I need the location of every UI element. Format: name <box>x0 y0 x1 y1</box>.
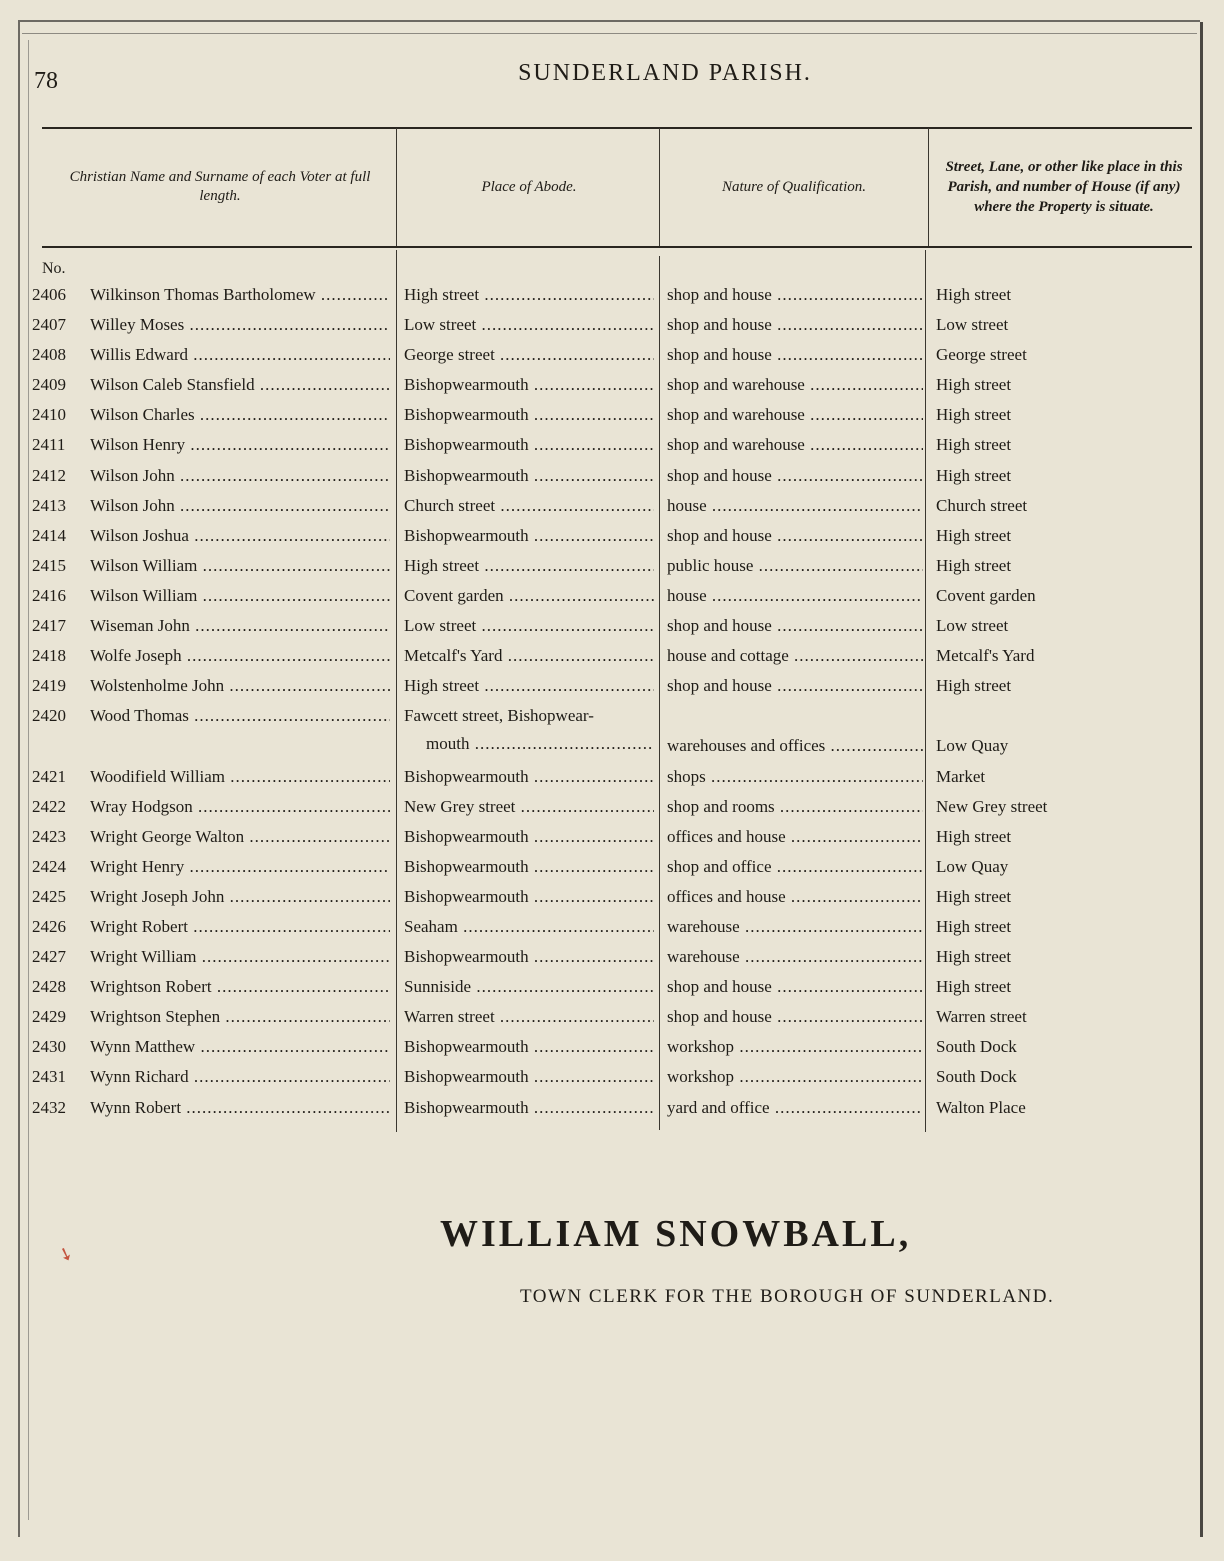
voter-name: Wilson John ..... <box>90 466 390 486</box>
place-of-abode: Bishopwearmouth ..... <box>404 767 654 787</box>
table-row <box>0 400 1224 430</box>
table-row <box>0 1002 1224 1032</box>
voter-number: 2411 <box>32 435 66 455</box>
property-street: High street <box>936 525 1012 545</box>
property-street: George street <box>936 345 1027 365</box>
signature-name: WILLIAM SNOWBALL, <box>440 1213 912 1255</box>
voter-name: Wilson William ..... <box>90 556 390 576</box>
voter-number: 2409 <box>32 375 66 395</box>
property-street: High street <box>936 435 1012 455</box>
voter-name: Wood Thomas ..... <box>90 706 390 726</box>
table-row <box>0 491 1224 521</box>
qualification: shop and warehouse ..... <box>667 435 923 455</box>
place-of-abode: High street ..... <box>404 676 654 696</box>
voter-name: Wright Robert ..... <box>90 917 390 937</box>
voter-name: Wilson Joshua ..... <box>90 526 390 546</box>
place-of-abode: Bishopwearmouth ..... <box>404 1067 654 1087</box>
voter-number: 2420 <box>32 706 66 726</box>
place-of-abode: Bishopwearmouth ..... <box>404 1037 654 1057</box>
number-column-label: No. <box>42 260 66 277</box>
header-divider <box>396 128 397 246</box>
qualification: shop and office ..... <box>667 857 923 877</box>
voter-name: Wilson Caleb Stansfield ..... <box>90 375 390 395</box>
property-street: South Dock <box>936 1067 1017 1087</box>
voter-number: 2415 <box>32 555 66 575</box>
property-street: Low street <box>936 315 1009 335</box>
property-street: Market <box>936 766 986 786</box>
header-divider <box>928 128 929 246</box>
property-street: Metcalf's Yard <box>936 646 1035 666</box>
qualification: house ..... <box>667 586 923 606</box>
voter-number: 2431 <box>32 1067 66 1087</box>
table-row <box>0 430 1224 460</box>
voter-number: 2429 <box>32 1007 66 1027</box>
place-of-abode: Metcalf's Yard ..... <box>404 646 654 666</box>
column-header-street: Street, Lane, or other like place in this Parish, and number of House (if any) where the Property is situate. <box>945 159 1183 215</box>
qualification: workshop ..... <box>667 1067 923 1087</box>
place-of-abode: High street ..... <box>404 556 654 576</box>
voter-name: Wilkinson Thomas Bartholomew ..... <box>90 285 390 305</box>
voter-name: Wolstenholme John ..... <box>90 676 390 696</box>
table-row <box>0 521 1224 551</box>
table-row <box>0 762 1224 792</box>
property-street: High street <box>936 916 1012 936</box>
place-of-abode: High street ..... <box>404 285 654 305</box>
place-of-abode: Bishopwearmouth ..... <box>404 1098 654 1118</box>
table-row <box>0 882 1224 912</box>
place-of-abode: Bishopwearmouth ..... <box>404 947 654 967</box>
table-row <box>0 942 1224 972</box>
qualification: shop and house ..... <box>667 315 923 335</box>
qualification: house ..... <box>667 496 923 516</box>
voter-number: 2406 <box>32 285 66 304</box>
place-of-abode: Low street ..... <box>404 616 654 636</box>
table-row <box>0 912 1224 942</box>
voter-number: 2416 <box>32 585 66 605</box>
voter-number: 2422 <box>32 796 66 816</box>
voter-number: 2427 <box>32 947 66 967</box>
place-of-abode: Bishopwearmouth ..... <box>404 827 654 847</box>
voter-name: Wolfe Joseph ..... <box>90 646 390 666</box>
qualification: shop and house ..... <box>667 345 923 365</box>
voter-name: Wright Joseph John ..... <box>90 887 390 907</box>
table-row <box>0 370 1224 400</box>
voter-name: Willis Edward ..... <box>90 345 390 365</box>
qualification: shop and house ..... <box>667 616 923 636</box>
place-of-abode: Seaham ..... <box>404 917 654 937</box>
place-of-abode: Warren street ..... <box>404 1007 654 1027</box>
place-of-abode: Bishopwearmouth ..... <box>404 405 654 425</box>
qualification: shop and house ..... <box>667 977 923 997</box>
voter-number: 2432 <box>32 1097 66 1117</box>
property-street: South Dock <box>936 1037 1017 1057</box>
signature-title: TOWN CLERK FOR THE BOROUGH OF SUNDERLAND. <box>520 1286 1055 1307</box>
qualification: shop and house ..... <box>667 466 923 486</box>
table-row <box>0 340 1224 370</box>
place-of-abode: New Grey street ..... <box>404 797 654 817</box>
property-street: Low Quay <box>936 736 1009 756</box>
qualification: warehouse ..... <box>667 917 923 937</box>
voter-name: Willey Moses ..... <box>90 315 390 335</box>
voter-name: Wynn Richard ..... <box>90 1067 390 1087</box>
voter-number: 2424 <box>32 856 66 876</box>
place-of-abode: Sunniside ..... <box>404 977 654 997</box>
table-row <box>0 551 1224 581</box>
voter-name: Wray Hodgson ..... <box>90 797 390 817</box>
place-of-abode: Bishopwearmouth ..... <box>404 857 654 877</box>
voter-name: Wynn Robert ..... <box>90 1098 390 1118</box>
voter-number: 2430 <box>32 1037 66 1057</box>
voter-list <box>0 280 1224 1123</box>
property-street: Low Quay <box>936 856 1009 876</box>
property-street: Low street <box>936 616 1009 636</box>
voter-number: 2410 <box>32 405 66 425</box>
table-header-bottom-rule <box>42 246 1192 248</box>
property-street: High street <box>936 405 1012 425</box>
voter-name: Woodifield William ..... <box>90 767 390 787</box>
property-street: Walton Place <box>936 1097 1026 1117</box>
voter-number: 2428 <box>32 977 66 997</box>
place-of-abode: Bishopwearmouth ..... <box>404 526 654 546</box>
property-street: Church street <box>936 495 1028 515</box>
table-row <box>0 792 1224 822</box>
voter-number: 2425 <box>32 886 66 906</box>
table-row <box>0 1093 1224 1123</box>
qualification: yard and office ..... <box>667 1098 923 1118</box>
voter-number: 2407 <box>32 315 66 335</box>
qualification: shop and house ..... <box>667 285 923 305</box>
table-row <box>0 611 1224 641</box>
place-of-abode-line: Fawcett street, Bishopwear- <box>404 706 594 726</box>
voter-name: Wilson Charles ..... <box>90 405 390 425</box>
qualification: shop and rooms ..... <box>667 797 923 817</box>
voter-number: 2417 <box>32 616 66 636</box>
voter-number: 2412 <box>32 465 66 485</box>
header-divider <box>659 128 660 246</box>
qualification: shop and house ..... <box>667 676 923 696</box>
voter-name: Wilson William ..... <box>90 586 390 606</box>
property-street: High street <box>936 285 1012 304</box>
voter-number: 2414 <box>32 525 66 545</box>
property-street: High street <box>936 886 1012 906</box>
page-title: SUNDERLAND PARISH. <box>518 60 812 86</box>
table-row <box>0 581 1224 611</box>
property-street: High street <box>936 977 1012 997</box>
table-row <box>0 671 1224 701</box>
property-street: High street <box>936 826 1012 846</box>
place-of-abode: Bishopwearmouth ..... <box>404 375 654 395</box>
property-street: New Grey street <box>936 796 1048 816</box>
voter-number: 2423 <box>32 826 66 846</box>
place-of-abode <box>404 706 654 754</box>
table-row <box>0 641 1224 671</box>
qualification: shop and house ..... <box>667 526 923 546</box>
voter-name: Wilson John ..... <box>90 496 390 516</box>
qualification: workshop ..... <box>667 1037 923 1057</box>
place-of-abode: Low street ..... <box>404 315 654 335</box>
voter-number: 2421 <box>32 766 66 786</box>
table-row <box>0 701 1224 761</box>
voter-name: Wright George Walton ..... <box>90 827 390 847</box>
place-of-abode: Church street ..... <box>404 496 654 516</box>
table-row <box>0 822 1224 852</box>
voter-name: Wright William ..... <box>90 947 390 967</box>
qualification: offices and house ..... <box>667 887 923 907</box>
qualification: shop and warehouse ..... <box>667 405 923 425</box>
property-street: High street <box>936 676 1012 696</box>
voter-number: 2413 <box>32 495 66 515</box>
voter-name: Wrightson Robert ..... <box>90 977 390 997</box>
qualification: shop and house ..... <box>667 1007 923 1027</box>
qualification: house and cottage ..... <box>667 646 923 666</box>
voter-name: Wynn Matthew ..... <box>90 1037 390 1057</box>
place-of-abode: Covent garden ..... <box>404 586 654 606</box>
voter-name: Wright Henry ..... <box>90 857 390 877</box>
qualification: offices and house ..... <box>667 827 923 847</box>
property-street: High street <box>936 947 1012 967</box>
place-of-abode: Bishopwearmouth ..... <box>404 435 654 455</box>
column-header-name: Christian Name and Surname of each Voter at full length. <box>69 169 371 204</box>
voter-number: 2426 <box>32 916 66 936</box>
table-row <box>0 1032 1224 1062</box>
table-row <box>0 310 1224 340</box>
property-street: High street <box>936 555 1012 575</box>
table-row <box>0 1062 1224 1092</box>
column-header-nature: Nature of Qualification. <box>721 178 867 195</box>
property-street: High street <box>936 465 1012 485</box>
place-of-abode: Bishopwearmouth ..... <box>404 466 654 486</box>
table-row <box>0 280 1224 310</box>
voter-number: 2419 <box>32 676 66 696</box>
property-street: High street <box>936 375 1012 395</box>
place-of-abode: George street ..... <box>404 345 654 365</box>
qualification: public house ..... <box>667 556 923 576</box>
place-of-abode: Bishopwearmouth ..... <box>404 887 654 907</box>
place-of-abode-continuation: mouth ..... <box>404 734 654 754</box>
page-number: 78 <box>34 68 58 94</box>
voter-name: Wiseman John ..... <box>90 616 390 636</box>
property-street: Covent garden <box>936 585 1036 605</box>
table-row <box>0 461 1224 491</box>
column-header-abode: Place of Abode. <box>481 178 577 195</box>
table-row <box>0 852 1224 882</box>
qualification: warehouses and offices ..... <box>667 736 923 756</box>
voter-number: 2408 <box>32 345 66 365</box>
qualification: shops ..... <box>667 767 923 787</box>
table-row <box>0 972 1224 1002</box>
qualification: shop and warehouse ..... <box>667 375 923 395</box>
voter-name: Wrightson Stephen ..... <box>90 1007 390 1027</box>
voter-name: Wilson Henry ..... <box>90 435 390 455</box>
property-street: Warren street <box>936 1007 1027 1027</box>
margin-mark-icon: ➘ <box>55 1242 77 1267</box>
voter-number: 2418 <box>32 646 66 666</box>
qualification: warehouse ..... <box>667 947 923 967</box>
